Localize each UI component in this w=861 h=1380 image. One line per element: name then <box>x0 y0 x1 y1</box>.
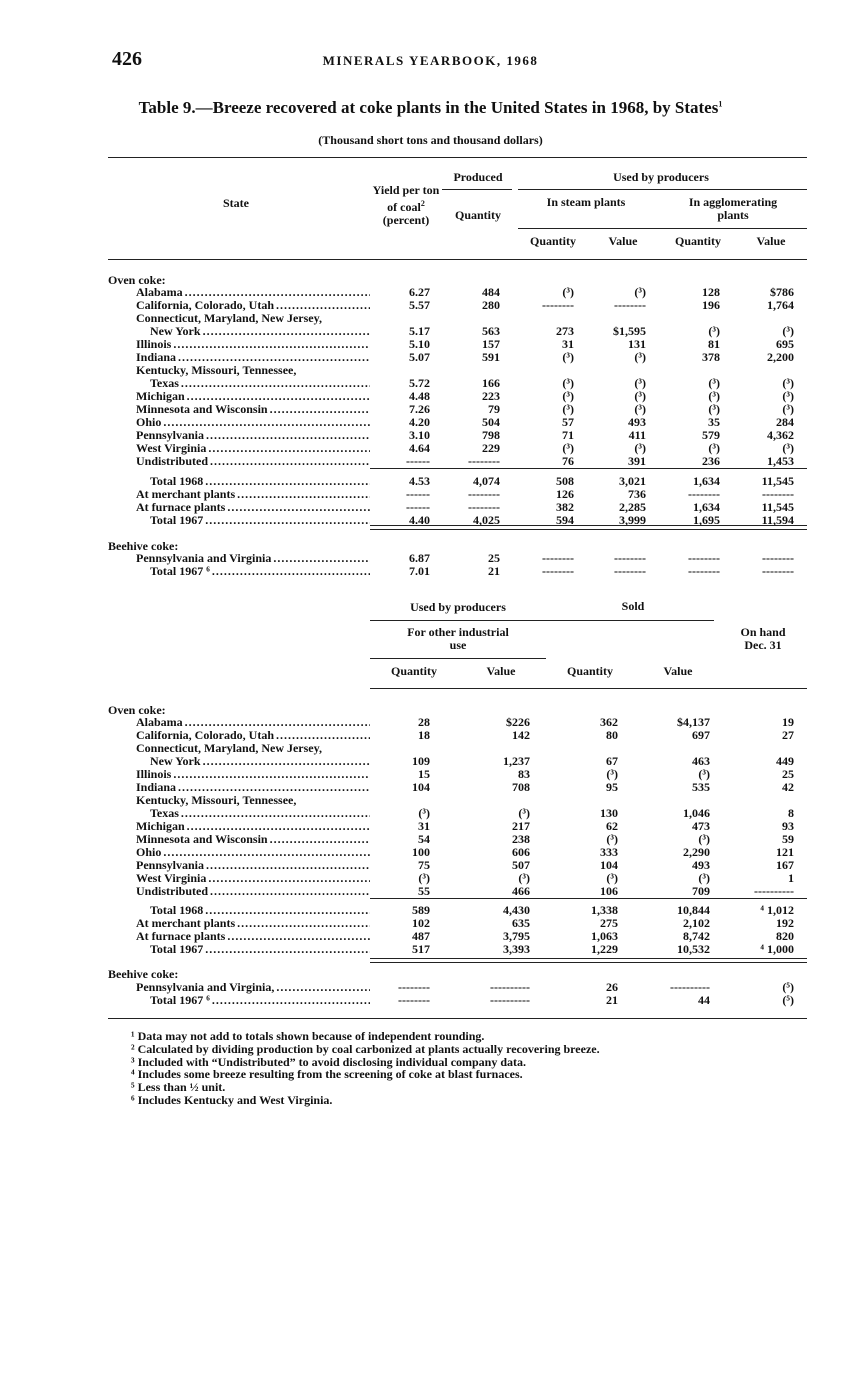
bottom-cell: 238 <box>512 832 530 846</box>
bottom-cell: ---------- <box>754 884 794 898</box>
bottom-cell: 28 <box>418 715 430 729</box>
top-row-label: Connecticut, Maryland, New Jersey, <box>136 312 322 325</box>
page-number: 426 <box>112 48 142 70</box>
bottom-cell: 15 <box>418 767 430 781</box>
top-cell: 411 <box>628 428 646 442</box>
top-cell: ------ <box>406 487 430 501</box>
bottom-cell: 142 <box>512 728 530 742</box>
top-row-label: Alabama . . . <box>136 286 370 299</box>
bottom-row-label: At furnace plants . . . <box>136 930 370 943</box>
top-cell: 21 <box>488 564 500 578</box>
bottom-cell: 102 <box>412 916 430 930</box>
bottom-cell: 275 <box>600 916 618 930</box>
bottom-cell: 26 <box>606 980 618 994</box>
top-cell: 798 <box>482 428 500 442</box>
top-cell: (³) <box>782 402 794 416</box>
bottom-double-rule <box>370 958 807 963</box>
table-title <box>0 98 861 118</box>
top-cell: -------- <box>614 564 646 578</box>
bottom-cell: 18 <box>418 728 430 742</box>
top-cell: 3.10 <box>409 428 430 442</box>
top-row-label: New York . . . <box>150 325 370 338</box>
top-cell: 196 <box>702 298 720 312</box>
footnote: ⁴ Includes some breeze resulting from the screening of coke at blast furnaces. <box>131 1067 523 1082</box>
header2-on-hand: On hand Dec. 31 <box>740 625 786 652</box>
top-cell: 1,634 <box>693 500 720 514</box>
bottom-row-label: Kentucky, Missouri, Tennessee, <box>136 794 297 807</box>
bottom-cell: 589 <box>412 903 430 917</box>
header-agg-value: Value <box>756 234 786 248</box>
top-cell: (³) <box>708 324 720 338</box>
bottom-cell: 167 <box>776 858 794 872</box>
header2-sold: Sold <box>621 599 645 613</box>
sub-rule <box>518 228 807 229</box>
top-cell: -------- <box>688 551 720 565</box>
top-cell: ------ <box>406 454 430 468</box>
top-cell: 3,021 <box>619 474 646 488</box>
top-cell: $786 <box>770 285 794 299</box>
bottom-cell: (³) <box>698 767 710 781</box>
bottom-cell: 3,795 <box>503 929 530 943</box>
top-cell: 4.53 <box>409 474 430 488</box>
top-rule <box>108 157 807 158</box>
top-cell: 131 <box>628 337 646 351</box>
bottom-row-label: Undistributed . . . <box>136 885 370 898</box>
bottom-row-label: New York . . . <box>150 755 370 768</box>
bottom-row-label: Texas . . . <box>150 807 370 820</box>
top-cell: 382 <box>556 500 574 514</box>
header2-bottom-rule <box>370 688 807 689</box>
top-cell: -------- <box>762 487 794 501</box>
bottom-cell: 473 <box>692 819 710 833</box>
top-cell: 5.57 <box>409 298 430 312</box>
top-cell: 25 <box>488 551 500 565</box>
top-row-label: Total 1968 . . . <box>150 475 370 488</box>
header2-top-rule <box>370 620 714 621</box>
bottom-cell: ⁴ 1,012 <box>760 903 794 917</box>
header-agglomerating: In agglomerating plants <box>688 195 778 222</box>
bottom-cell: 487 <box>412 929 430 943</box>
footnote: ² Calculated by dividing production by coal carbonized at plants actually recovering breeze. <box>131 1041 600 1056</box>
bottom-cell: 535 <box>692 780 710 794</box>
section-beehive-coke: Beehive coke: <box>108 540 179 553</box>
bottom-cell: 820 <box>776 929 794 943</box>
top-row-label: Minnesota and Wisconsin . . . <box>136 403 370 416</box>
top-cell: 81 <box>708 337 720 351</box>
top-cell: (³) <box>708 441 720 455</box>
bottom-cell: 449 <box>776 754 794 768</box>
bottom-cell: 130 <box>600 806 618 820</box>
bottom-cell: 104 <box>412 780 430 794</box>
top-cell: 378 <box>702 350 720 364</box>
top-cell: $1,595 <box>613 324 646 338</box>
bottom-cell: 2,102 <box>683 916 710 930</box>
top-cell: 11,594 <box>761 513 794 527</box>
header-yield-unit: (percent) <box>382 213 430 227</box>
bottom-cell: 10,844 <box>677 903 710 917</box>
bottom-cell: 708 <box>512 780 530 794</box>
bottom-cell: (⁵) <box>782 993 794 1007</box>
top-row-label: Total 1967 ⁶ . . . <box>150 565 370 578</box>
bottom-row-label: Indiana . . . <box>136 781 370 794</box>
top-cell: 11,545 <box>761 500 794 514</box>
header2-other-industrial: For other industrial use <box>407 625 509 652</box>
top-cell: 563 <box>482 324 500 338</box>
bottom-cell: (³) <box>418 806 430 820</box>
bottom-cell: 517 <box>412 942 430 956</box>
bottom-cell: ---------- <box>490 980 530 994</box>
header-yield-text: Yield per ton of coal <box>372 183 440 214</box>
top-cell: 508 <box>556 474 574 488</box>
top-double-rule <box>370 525 807 530</box>
bottom-row-label: Michigan . . . <box>136 820 370 833</box>
top-cell: -------- <box>614 551 646 565</box>
bottom-cell: 54 <box>418 832 430 846</box>
bottom-cell: 3,393 <box>503 942 530 956</box>
header-steam-quantity: Quantity <box>529 234 576 248</box>
top-row-label: Total 1967 . . . <box>150 514 370 527</box>
bottom-cell: -------- <box>398 993 430 1007</box>
header-yield <box>371 184 441 227</box>
bottom-cell: 507 <box>512 858 530 872</box>
top-row-label: Michigan . . . <box>136 390 370 403</box>
top-cell: 1,453 <box>767 454 794 468</box>
top-cell: (³) <box>562 350 574 364</box>
top-cell: 223 <box>482 389 500 403</box>
section2-oven-coke: Oven coke: <box>108 704 166 717</box>
top-cell: (³) <box>634 376 646 390</box>
top-cell: 273 <box>556 324 574 338</box>
header-produced: Produced <box>453 170 503 184</box>
footnote: ⁶ Includes Kentucky and West Virginia. <box>131 1093 333 1107</box>
top-cell: 6.27 <box>409 285 430 299</box>
bottom-cell: 697 <box>692 728 710 742</box>
top-cell: (³) <box>782 376 794 390</box>
top-cell: 484 <box>482 285 500 299</box>
bottom-cell: (³) <box>518 871 530 885</box>
top-cell: 71 <box>562 428 574 442</box>
produced-rule <box>442 189 512 190</box>
header2-sold-value: Value <box>663 664 693 678</box>
section-oven-coke: Oven coke: <box>108 274 166 287</box>
bottom-cell: (³) <box>418 871 430 885</box>
top-cell: (³) <box>782 441 794 455</box>
bottom-cell: 62 <box>606 819 618 833</box>
bottom-cell: 59 <box>782 832 794 846</box>
bottom-cell: 55 <box>418 884 430 898</box>
header-steam-value: Value <box>608 234 638 248</box>
bottom-cell: 21 <box>606 993 618 1007</box>
header-used-by-producers: Used by producers <box>613 170 709 184</box>
bottom-cell: 80 <box>606 728 618 742</box>
top-cell: (³) <box>562 376 574 390</box>
bottom-cell: (³) <box>698 871 710 885</box>
top-cell: 57 <box>562 415 574 429</box>
bottom-cell: 95 <box>606 780 618 794</box>
top-cell: 3,999 <box>619 513 646 527</box>
top-cell: 229 <box>482 441 500 455</box>
top-row-label: At merchant plants . . . <box>136 488 370 501</box>
bottom-cell: $226 <box>506 715 530 729</box>
top-cell: 4,074 <box>473 474 500 488</box>
top-cell: 6.87 <box>409 551 430 565</box>
top-cell: (³) <box>708 376 720 390</box>
bottom-cell: ---------- <box>490 993 530 1007</box>
top-cell: 579 <box>702 428 720 442</box>
running-title: MINERALS YEARBOOK, 1968 <box>322 53 539 68</box>
header-state: State <box>223 196 249 210</box>
top-total-rule <box>370 468 807 469</box>
bottom-cell: ---------- <box>670 980 710 994</box>
bottom-cell: (³) <box>606 871 618 885</box>
bottom-row-label: Illinois . . . <box>136 768 370 781</box>
top-cell: 591 <box>482 350 500 364</box>
bottom-row-label: Minnesota and Wisconsin . . . <box>136 833 370 846</box>
bottom-cell: 192 <box>776 916 794 930</box>
top-cell: 35 <box>708 415 720 429</box>
bottom-row-label: At merchant plants . . . <box>136 917 370 930</box>
header-steam-plants: In steam plants <box>546 195 626 209</box>
bottom-cell: 1,338 <box>591 903 618 917</box>
header-bottom-rule <box>108 259 807 260</box>
top-cell: 79 <box>488 402 500 416</box>
bottom-row-label: Ohio . . . <box>136 846 370 859</box>
top-cell: 391 <box>628 454 646 468</box>
yield-footnote-ref: 2 <box>420 199 425 208</box>
top-row-label: Illinois . . . <box>136 338 370 351</box>
bottom-cell: 1 <box>788 871 794 885</box>
top-cell: 493 <box>628 415 646 429</box>
bottom-cell: 10,532 <box>677 942 710 956</box>
top-row-label: Pennsylvania . . . <box>136 429 370 442</box>
bottom-cell: 100 <box>412 845 430 859</box>
top-cell: 166 <box>482 376 500 390</box>
bottom-row-label: Total 1967 ⁶ . . . <box>150 994 370 1007</box>
bottom-cell: 44 <box>698 993 710 1007</box>
top-cell: (³) <box>708 402 720 416</box>
top-cell: 280 <box>482 298 500 312</box>
bottom-cell: ⁴ 1,000 <box>760 942 794 956</box>
top-cell: -------- <box>468 487 500 501</box>
top-cell: 504 <box>482 415 500 429</box>
bottom-cell: (³) <box>518 806 530 820</box>
top-cell: -------- <box>688 487 720 501</box>
top-cell: 4.40 <box>409 513 430 527</box>
bottom-cell: 83 <box>518 767 530 781</box>
top-cell: -------- <box>468 500 500 514</box>
top-cell: 76 <box>562 454 574 468</box>
top-cell: 1,634 <box>693 474 720 488</box>
top-cell: (³) <box>634 389 646 403</box>
top-cell: 4,025 <box>473 513 500 527</box>
top-cell: 5.17 <box>409 324 430 338</box>
top-row-label: Ohio . . . <box>136 416 370 429</box>
top-cell: -------- <box>542 298 574 312</box>
bottom-cell: $4,137 <box>677 715 710 729</box>
bottom-row-label: Alabama . . . <box>136 716 370 729</box>
bottom-cell: 25 <box>782 767 794 781</box>
bottom-cell: 1,237 <box>503 754 530 768</box>
top-cell: 5.07 <box>409 350 430 364</box>
header2-other-value: Value <box>486 664 516 678</box>
bottom-row-label: West Virginia . . . <box>136 872 370 885</box>
bottom-cell: 493 <box>692 858 710 872</box>
bottom-cell: 606 <box>512 845 530 859</box>
used-rule <box>518 189 807 190</box>
bottom-cell: 121 <box>776 845 794 859</box>
top-cell: (³) <box>634 350 646 364</box>
top-cell: -------- <box>542 551 574 565</box>
top-cell: 31 <box>562 337 574 351</box>
bottom-cell: -------- <box>398 980 430 994</box>
bottom-row-label: Total 1967 . . . <box>150 943 370 956</box>
footnote: ⁵ Less than ½ unit. <box>131 1080 226 1095</box>
bottom-row-label: Connecticut, Maryland, New Jersey, <box>136 742 322 755</box>
top-cell: (³) <box>562 441 574 455</box>
top-cell: (³) <box>708 389 720 403</box>
bottom-cell: 104 <box>600 858 618 872</box>
bottom-cell: (³) <box>606 767 618 781</box>
table-subtitle: (Thousand short tons and thousand dollars) <box>318 133 543 147</box>
top-cell: -------- <box>468 454 500 468</box>
bottom-cell: 27 <box>782 728 794 742</box>
top-cell: 2,200 <box>767 350 794 364</box>
bottom-cell: 463 <box>692 754 710 768</box>
bottom-cell: 42 <box>782 780 794 794</box>
top-cell: -------- <box>688 564 720 578</box>
top-cell: (³) <box>634 285 646 299</box>
top-cell: (³) <box>562 402 574 416</box>
bottom-cell: 1,046 <box>683 806 710 820</box>
section2-beehive-coke: Beehive coke: <box>108 968 179 981</box>
header2-sub-rule <box>370 658 546 659</box>
bottom-cell: 709 <box>692 884 710 898</box>
top-cell: 157 <box>482 337 500 351</box>
top-cell: -------- <box>542 564 574 578</box>
bottom-cell: 635 <box>512 916 530 930</box>
bottom-cell: 4,430 <box>503 903 530 917</box>
top-cell: -------- <box>614 298 646 312</box>
top-cell: 695 <box>776 337 794 351</box>
bottom-cell: 217 <box>512 819 530 833</box>
top-cell: ------ <box>406 500 430 514</box>
top-cell: 4,362 <box>767 428 794 442</box>
top-cell: (³) <box>782 324 794 338</box>
top-cell: 1,764 <box>767 298 794 312</box>
top-cell: 2,285 <box>619 500 646 514</box>
top-cell: (³) <box>562 285 574 299</box>
top-row-label: West Virginia . . . <box>136 442 370 455</box>
bottom-total-rule <box>370 898 807 899</box>
bottom-cell: 333 <box>600 845 618 859</box>
bottom-cell: 8,742 <box>683 929 710 943</box>
bottom-cell: 106 <box>600 884 618 898</box>
header2-used-by-producers: Used by producers <box>410 600 506 614</box>
top-cell: -------- <box>762 564 794 578</box>
top-row-label: Kentucky, Missouri, Tennessee, <box>136 364 297 377</box>
title-footnote-ref: 1 <box>718 99 723 109</box>
bottom-cell: 31 <box>418 819 430 833</box>
top-cell: 284 <box>776 415 794 429</box>
header-agg-quantity: Quantity <box>674 234 721 248</box>
top-cell: (³) <box>562 389 574 403</box>
top-cell: 126 <box>556 487 574 501</box>
bottom-cell: 466 <box>512 884 530 898</box>
footnote: ¹ Data may not add to totals shown because of independent rounding. <box>131 1029 485 1043</box>
bottom-row-label: Pennsylvania and Virginia, . . . <box>136 981 370 994</box>
bottom-cell: 362 <box>600 715 618 729</box>
top-row-label: Indiana . . . <box>136 351 370 364</box>
top-row-label: California, Colorado, Utah . . . <box>136 299 370 312</box>
table-end-rule <box>108 1018 807 1019</box>
header2-sold-quantity: Quantity <box>566 664 613 678</box>
top-cell: (³) <box>782 389 794 403</box>
bottom-row-label: Total 1968 . . . <box>150 904 370 917</box>
top-cell: 7.26 <box>409 402 430 416</box>
top-cell: 4.48 <box>409 389 430 403</box>
bottom-cell: 93 <box>782 819 794 833</box>
top-cell: 236 <box>702 454 720 468</box>
top-cell: 5.72 <box>409 376 430 390</box>
bottom-cell: 1,063 <box>591 929 618 943</box>
bottom-cell: 2,290 <box>683 845 710 859</box>
header-produced-quantity: Quantity <box>454 208 501 222</box>
bottom-cell: (⁵) <box>782 980 794 994</box>
bottom-cell: 1,229 <box>591 942 618 956</box>
top-row-label: Undistributed . . . <box>136 455 370 468</box>
table-title-text: Table 9.—Breeze recovered at coke plants in the United States in 1968, by States <box>138 98 719 117</box>
top-cell: 128 <box>702 285 720 299</box>
top-cell: 5.10 <box>409 337 430 351</box>
footnote: ³ Included with “Undistributed” to avoid disclosing individual company data. <box>131 1054 527 1069</box>
bottom-row-label: California, Colorado, Utah . . . <box>136 729 370 742</box>
top-cell: 1,695 <box>693 513 720 527</box>
header2-other-quantity: Quantity <box>390 664 437 678</box>
top-row-label: At furnace plants . . . <box>136 501 370 514</box>
bottom-cell: (³) <box>606 832 618 846</box>
bottom-cell: (³) <box>698 832 710 846</box>
top-cell: 594 <box>556 513 574 527</box>
top-cell: 11,545 <box>761 474 794 488</box>
top-row-label: Texas . . . <box>150 377 370 390</box>
bottom-row-label: Pennsylvania . . . <box>136 859 370 872</box>
top-cell: 4.64 <box>409 441 430 455</box>
top-cell: 4.20 <box>409 415 430 429</box>
bottom-cell: 8 <box>788 806 794 820</box>
top-cell: (³) <box>634 441 646 455</box>
top-row-label: Pennsylvania and Virginia . . . <box>136 552 370 565</box>
top-cell: -------- <box>762 551 794 565</box>
top-cell: 736 <box>628 487 646 501</box>
bottom-cell: 109 <box>412 754 430 768</box>
bottom-cell: 75 <box>418 858 430 872</box>
top-cell: 7.01 <box>409 564 430 578</box>
bottom-cell: 19 <box>782 715 794 729</box>
bottom-cell: 67 <box>606 754 618 768</box>
top-cell: (³) <box>634 402 646 416</box>
